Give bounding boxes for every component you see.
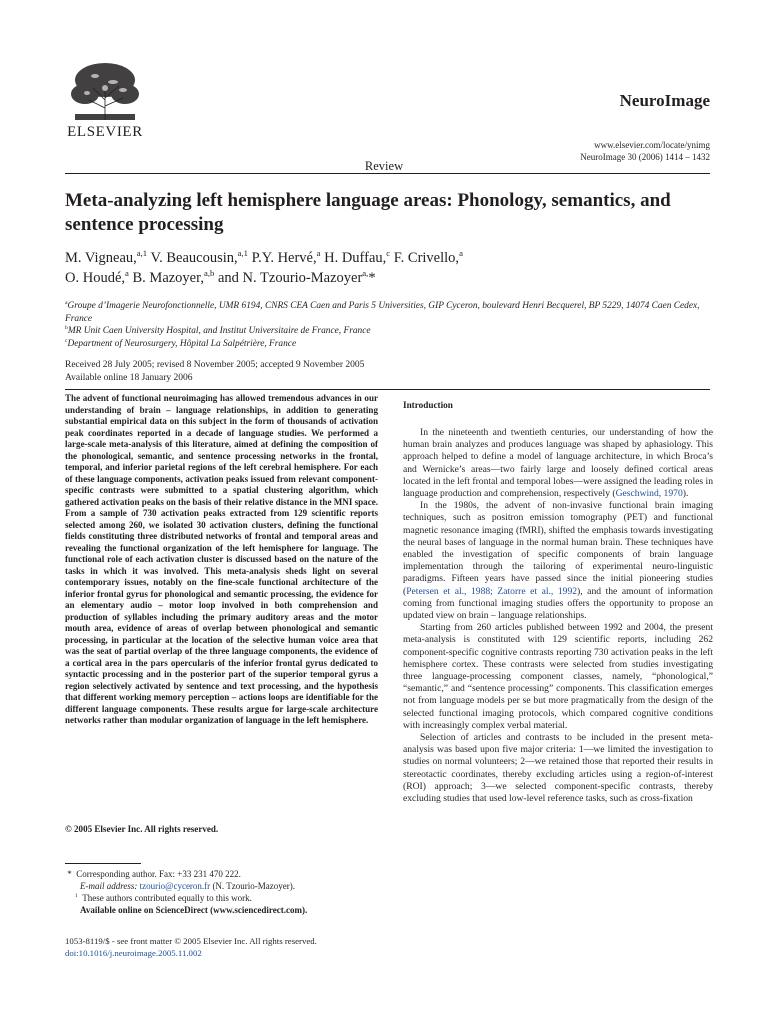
ref-petersen-zatorre[interactable]: Petersen et al., 1988; Zatorre et al., 1992 [406,585,578,597]
issn-block [65,935,378,959]
intro-paragraph-4: Selection of articles and contrasts to be included in the present meta-analysis was based upon five major criteria: 1—we limited the investigation to studies on normal volunteers; 2—we retained those that reported their results in stereotactic coordinates, thereby excluding articles using a region-of-interest (ROI) approach; 3—we selected component-specific contrasts, thereby excluding studies that used low-level reference tasks, such as cross-fixation [403,732,713,805]
intro-paragraph-1: In the nineteenth and twentieth centuries, our understanding of how the human brain analyzes and produces language was shaped by aphasiology. This approach helped to define a model of language architecture, in which Broca’s and Wernicke’s areas—two fairly large and loosely defined cortical areas located in the left frontal and temporal lobes—were assigned the leading roles in language production and comprehension, respectively (Geschwind, 1970). [403,427,713,500]
elsevier-tree-icon [65,60,145,124]
article-dates [65,359,710,384]
header-rule [65,173,710,174]
email-link[interactable]: tzourio@cyceron.fr [139,881,211,891]
footnote-email: E-mail address: tzourio@cyceron.fr (N. Tzourio-Mazoyer). [80,881,295,891]
introduction-body [403,427,713,805]
dates-rule [65,389,710,390]
elsevier-logo [65,60,145,132]
journal-citation: NeuroImage 30 (2006) 1414 – 1432 [580,152,710,162]
journal-name: NeuroImage [619,91,710,110]
issn-line: 1053-8119/$ - see front matter © 2005 Elsevier Inc. All rights reserved. [65,936,317,946]
publisher-name: ELSEVIER [67,124,143,140]
intro-paragraph-2: In the 1980s, the advent of non-invasive functional brain imaging techniques, such as positron emission tomography (PET) and functional magnetic resonance imaging (fMRI), shifted the emphasis towards investigating the neural bases of language in the normal human brain. These techniques have enabled the investigation of specific components of brain language implementation through the tailoring of experimental neuro-linguistic paradigms. Fifteen years have passed since the initial pioneering studies (Petersen et al., 1988; Zatorre et al., 1992), and the amount of information coming from functional imaging studies offers the opportunity to propose an updated view on brain – language relationships. [403,500,713,622]
intro-paragraph-3: Starting from 260 articles published between 1992 and 2004, the present meta-analysis is constituted with 129 scientific reports, including 262 component-specific cognitive contrasts reporting 730 activation peaks in the left hemisphere cortex. These contrasts were selected from studies investigating three language-processing component classes, namely, “phonological,” “semantic,” and “sentence processing” components. This classification emerges not from language models per se but more pragmatically from the design of the selected functional imaging protocols, which compared cognitive conditions with increasingly complex verbal material. [403,622,713,731]
footnote-corresponding: * Corresponding author. Fax: +33 231 470 222. [65,869,241,879]
footnotes [65,868,378,916]
authors-line-2: O. Houdé,$^a$ B. Mazoyer,$^{a,b}$ and N. Tzourio-Mazoyer$^{a,}$* [65,268,376,286]
online-date: Available online 18 January 2006 [65,372,193,383]
section-heading-introduction: Introduction [403,400,453,410]
affiliation-c: $^c$Department of Neurosurgery, Hôpital La Salpétrière, France [65,337,297,349]
article-title: Meta-analyzing left hemisphere language areas: Phonology, semantics, and sentence processing [65,190,671,235]
footnote-rule [65,863,141,864]
article-type: Review [364,159,404,173]
abstract-text: The advent of functional neuroimaging has allowed tremendous advances in our understanding of brain – language relationships, in addition to generating substantial empirical data on this subject in the form of thousands of activation peak coordinates reported in a decade of language studies. We performed a large-scale meta-analysis of this literature, aimed at defining the composition of the phonological, semantic, and sentence processing networks in the frontal, temporal, and inferior parietal regions of the left cerebral hemisphere. For each of these language components, activation peaks issued from relevant component-specific contrasts were submitted to a spatial clustering algorithm, which gathered activation peaks on the basis of their relative distance in the MNI space. From a sample of 730 activation peaks extracted from 129 scientific reports selected among 260, we isolated 30 activation clusters, defining the functional fields constituting three distributed networks of frontal and temporal areas and revealing the functional organization of the left hemisphere for language. The functional role of each activation cluster is discussed based on the nature of the tasks in which it was involved. This meta-analysis sheds light on several contemporary issues, notably on the fine-scale functional architecture of the inferior frontal gyrus for phonological and semantic processing, the evidence for an elementary audio – motor loop involved in both comprehension and production of syllables including the primary auditory areas and the motor mouth area, evidence of areas of overlap between phonological and semantic processing, in particular at the location of the selective human voice area that was the seat of partial overlap of the three language components, the evidence of a cortical area in the pars opercularis of the inferior frontal gyrus dedicated to syntactic processing and in the posterior part of the superior temporal gyrus a region selectively activated by sentence and text processing, and the hypothesis that different working memory perception – actions loops are identifiable for the different language components. These results argue for large-scale architecture networks rather than modular organization of language in the left hemisphere. [65,393,378,725]
affiliations [65,300,710,350]
ref-geschwind-1970[interactable]: Geschwind, 1970 [615,488,683,500]
footnote-sciencedirect: Available online on ScienceDirect (www.sciencedirect.com). [80,905,308,915]
abstract-copyright: © 2005 Elsevier Inc. All rights reserved. [65,824,219,834]
doi-link[interactable]: doi:10.1016/j.neuroimage.2005.11.002 [65,948,202,958]
affiliation-a: $^a$Groupe d’Imagerie Neurofonctionnelle, UMR 6194, CNRS CEA Caen and Paris 5 Universities, GIP Cyceron, boulevard Henri Becquerel, BP 5229, 14074 Caen Cedex, France [65,299,700,324]
journal-url[interactable]: www.elsevier.com/locate/ynimg [594,140,710,150]
received-dates: Received 28 July 2005; revised 8 November 2005; accepted 9 November 2005 [65,360,365,370]
affiliation-b: $^b$MR Unit Caen University Hospital, and Institut Universitaire de France, France [65,324,371,336]
footnote-equal: $^1$ These authors contributed equally to this work. [75,893,252,903]
authors-line-1: M. Vigneau,$^{a,1}$ V. Beaucousin,$^{a,1}$ P.Y. Hervé,$^a$ H. Duffau,$^c$ F. Crivello,$^a$ [65,248,463,266]
author-list [65,248,710,288]
